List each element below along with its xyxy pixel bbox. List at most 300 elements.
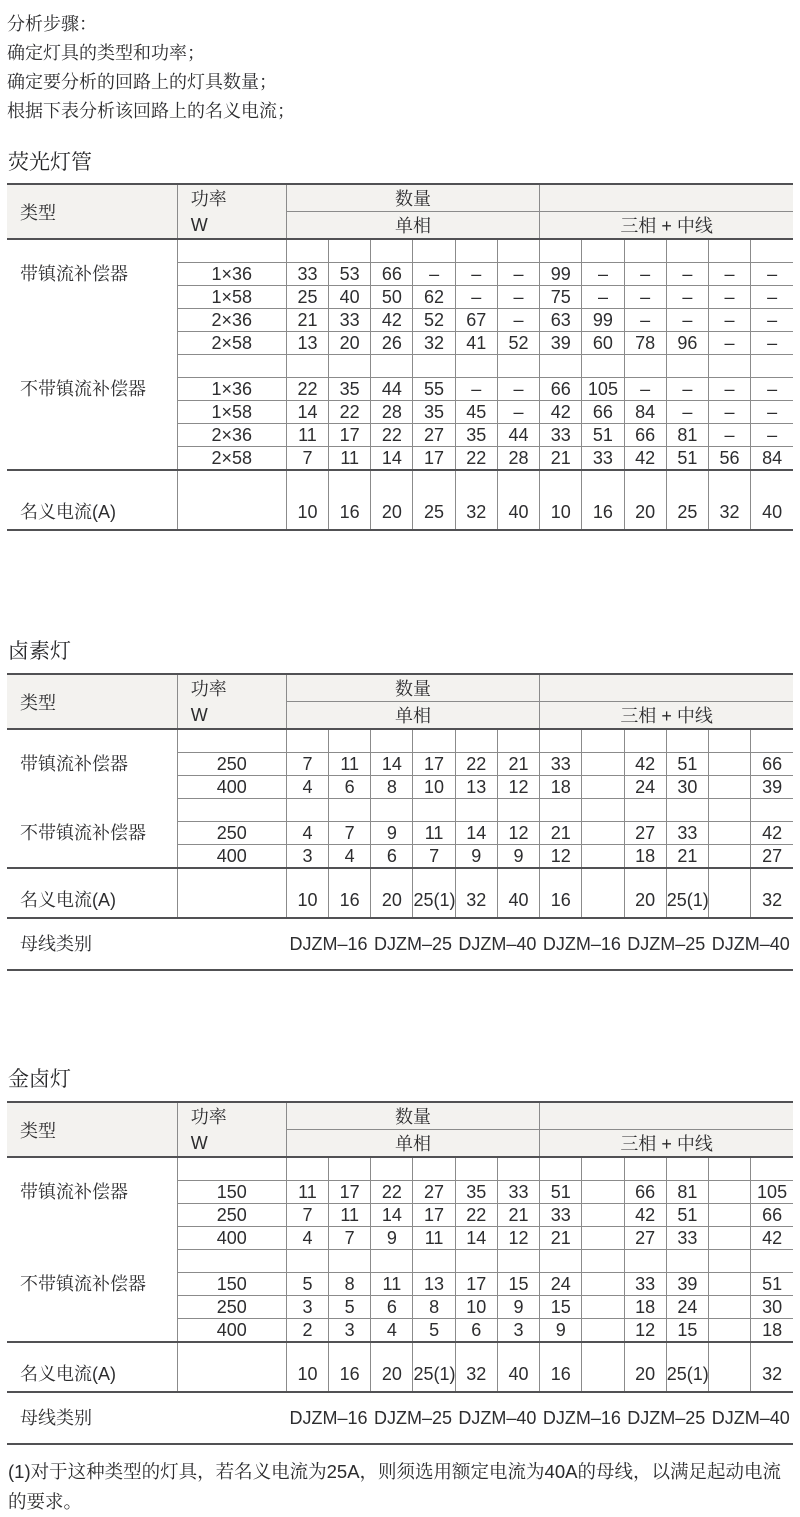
quantity-cell: –	[497, 309, 539, 332]
nominal-value-cell: 16	[540, 868, 582, 918]
busbar-row	[7, 1392, 793, 1444]
quantity-cell: –	[751, 424, 793, 447]
nominal-value-cell: 40	[497, 1342, 539, 1392]
nominal-value-cell: 40	[497, 868, 539, 918]
quantity-cell	[582, 1273, 624, 1296]
spacer-row	[7, 239, 793, 263]
spacer-cell	[751, 1250, 793, 1273]
quantity-cell: 66	[751, 1204, 793, 1227]
spacer-row	[7, 729, 793, 753]
nominal-value-cell: 10	[286, 470, 328, 530]
quantity-cell	[582, 822, 624, 845]
spacer-cell	[497, 355, 539, 378]
quantity-cell: 35	[413, 401, 455, 424]
quantity-cell: 44	[371, 378, 413, 401]
quantity-cell: 21	[286, 309, 328, 332]
type-header: 类型	[7, 674, 177, 729]
quantity-header-blank	[540, 1102, 793, 1130]
table-body	[7, 239, 793, 530]
power-cell: 150	[177, 1273, 286, 1296]
quantity-cell: 42	[751, 1227, 793, 1250]
fluorescent-table	[7, 183, 793, 531]
spacer-cell	[7, 799, 177, 822]
power-cell: 1×36	[177, 378, 286, 401]
nominal-value-cell: 10	[286, 868, 328, 918]
spacer-cell	[413, 1157, 455, 1181]
spacer-cell	[708, 239, 750, 263]
quantity-cell: 42	[624, 1204, 666, 1227]
intro-line-2: 确定灯具的类型和功率；	[7, 43, 205, 63]
section-label-cell: 不带镇流补偿器	[20, 378, 146, 399]
spacer-cell	[497, 799, 539, 822]
table-body	[7, 729, 793, 970]
nominal-value-cell: 40	[497, 470, 539, 530]
intro-line-3: 确定要分析的回路上的灯具数量；	[7, 72, 277, 92]
quantity-cell: 14	[455, 1227, 497, 1250]
quantity-cell: 8	[371, 776, 413, 799]
spacer-cell	[624, 239, 666, 263]
quantity-cell: 7	[413, 845, 455, 869]
power-header	[177, 674, 286, 729]
nominal-value-cell: 20	[371, 868, 413, 918]
analysis-steps	[7, 10, 793, 126]
spacer-cell	[666, 355, 708, 378]
quantity-cell: 41	[455, 332, 497, 355]
nominal-value-cell: 25(1)	[413, 1342, 455, 1392]
quantity-cell	[582, 1181, 624, 1204]
nominal-value-cell: 20	[624, 1342, 666, 1392]
nominal-value-cell: 25(1)	[666, 1342, 708, 1392]
quantity-cell: 21	[540, 447, 582, 471]
spacer-cell	[455, 1157, 497, 1181]
busbar-empty-cell	[177, 1392, 286, 1444]
nominal-value-cell: 25	[666, 470, 708, 530]
spacer-cell	[455, 1250, 497, 1273]
quantity-cell: 27	[624, 822, 666, 845]
quantity-cell: –	[708, 263, 750, 286]
spacer-cell	[666, 1250, 708, 1273]
quantity-cell: 27	[413, 424, 455, 447]
quantity-cell: –	[751, 263, 793, 286]
quantity-cell: –	[666, 263, 708, 286]
quantity-cell: 3	[286, 845, 328, 869]
section-title-metal-halide: 金卤灯	[8, 1068, 71, 1091]
quantity-cell: 17	[329, 424, 371, 447]
quantity-cell: –	[455, 378, 497, 401]
quantity-cell: 21	[497, 1204, 539, 1227]
quantity-cell	[708, 776, 750, 799]
quantity-cell: 18	[540, 776, 582, 799]
quantity-cell: 33	[582, 447, 624, 471]
busbar-value-cell: DJZM–40	[455, 1392, 539, 1444]
busbar-label-cell: 母线类别	[7, 1392, 177, 1444]
nominal-power-cell	[177, 1342, 286, 1392]
spacer-cell	[371, 1157, 413, 1181]
quantity-cell: 51	[666, 1204, 708, 1227]
spacer-cell	[497, 1157, 539, 1181]
quantity-cell: 9	[540, 1319, 582, 1343]
spacer-cell	[582, 1157, 624, 1181]
spacer-cell	[413, 239, 455, 263]
power-cell: 400	[177, 1319, 286, 1343]
quantity-cell: 11	[329, 753, 371, 776]
spacer-cell	[371, 239, 413, 263]
table-row	[7, 263, 793, 286]
power-cell: 1×58	[177, 401, 286, 424]
table-row	[7, 753, 793, 776]
spacer-cell	[708, 355, 750, 378]
quantity-cell: 4	[286, 822, 328, 845]
spacer-cell	[497, 729, 539, 753]
spacer-cell	[540, 355, 582, 378]
busbar-value-cell: DJZM–25	[624, 1392, 708, 1444]
quantity-cell	[582, 1204, 624, 1227]
spacer-cell	[177, 1250, 286, 1273]
quantity-cell: 14	[455, 822, 497, 845]
spacer-cell	[177, 1157, 286, 1181]
busbar-value-cell: DJZM–25	[371, 1392, 455, 1444]
nominal-value-cell: 20	[624, 868, 666, 918]
quantity-cell: 39	[540, 332, 582, 355]
quantity-cell: 66	[624, 424, 666, 447]
quantity-cell: 4	[286, 1227, 328, 1250]
quantity-cell: 105	[582, 378, 624, 401]
nominal-value-cell: 32	[455, 1342, 497, 1392]
section-label-cell: 不带镇流补偿器	[20, 1273, 146, 1294]
quantity-cell: 13	[413, 1273, 455, 1296]
quantity-cell: 22	[329, 401, 371, 424]
quantity-cell: 35	[329, 378, 371, 401]
quantity-cell: 12	[497, 776, 539, 799]
nominal-value-cell: 20	[371, 1342, 413, 1392]
spacer-cell	[286, 1250, 328, 1273]
quantity-cell: 4	[371, 1319, 413, 1343]
quantity-cell: 24	[540, 1273, 582, 1296]
type-header: 类型	[7, 1102, 177, 1157]
quantity-header: 数量	[286, 1102, 539, 1130]
power-header-label: 功率	[190, 678, 227, 699]
power-cell: 250	[177, 1204, 286, 1227]
three-phase-header: 三相 + 中线	[540, 702, 793, 730]
quantity-cell: 11	[286, 424, 328, 447]
nominal-value-cell: 10	[286, 1342, 328, 1392]
spacer-cell	[624, 1157, 666, 1181]
section-title-halogen: 卤素灯	[8, 640, 71, 663]
quantity-cell: 52	[497, 332, 539, 355]
quantity-cell: 25	[286, 286, 328, 309]
quantity-cell: 22	[455, 753, 497, 776]
spacer-cell	[7, 1157, 177, 1181]
quantity-cell: 11	[413, 1227, 455, 1250]
spacer-cell	[666, 1157, 708, 1181]
section-label-cell: 不带镇流补偿器	[20, 822, 146, 843]
quantity-cell: –	[624, 263, 666, 286]
quantity-cell: 5	[413, 1319, 455, 1343]
quantity-header-blank	[540, 184, 793, 212]
three-phase-header: 三相 + 中线	[540, 1130, 793, 1158]
power-cell: 2×58	[177, 447, 286, 471]
table-header	[7, 184, 793, 239]
quantity-cell: 32	[413, 332, 455, 355]
quantity-cell: 81	[666, 1181, 708, 1204]
quantity-cell: –	[666, 309, 708, 332]
quantity-cell: 3	[497, 1319, 539, 1343]
quantity-cell: 53	[329, 263, 371, 286]
nominal-value-cell: 16	[329, 470, 371, 530]
quantity-cell: –	[497, 286, 539, 309]
quantity-cell: 21	[497, 753, 539, 776]
quantity-cell: 14	[371, 753, 413, 776]
spacer-cell	[329, 729, 371, 753]
nominal-current-row	[7, 868, 793, 918]
quantity-cell: 5	[286, 1273, 328, 1296]
quantity-cell: –	[708, 401, 750, 424]
footnote: (1)对于这种类型的灯具，若名义电流为25A，则须选用额定电流为40A的母线，以满足起动电流的要求。	[8, 1461, 781, 1512]
quantity-cell: 33	[540, 424, 582, 447]
power-header-unit: W	[190, 1132, 208, 1153]
quantity-cell: 2	[286, 1319, 328, 1343]
spacer-cell	[751, 729, 793, 753]
quantity-cell: 33	[540, 1204, 582, 1227]
busbar-row	[7, 918, 793, 970]
spacer-cell	[177, 729, 286, 753]
nominal-value-cell	[582, 1342, 624, 1392]
power-header	[177, 1102, 286, 1157]
nominal-power-cell	[177, 868, 286, 918]
spacer-cell	[413, 1250, 455, 1273]
quantity-cell: 17	[413, 1204, 455, 1227]
quantity-cell	[708, 1319, 750, 1343]
quantity-cell: 27	[751, 845, 793, 869]
quantity-cell: 14	[286, 401, 328, 424]
nominal-value-cell	[708, 1342, 750, 1392]
quantity-cell	[582, 845, 624, 869]
quantity-cell: –	[666, 401, 708, 424]
quantity-cell: 42	[624, 753, 666, 776]
quantity-cell: 10	[455, 1296, 497, 1319]
quantity-cell: 62	[413, 286, 455, 309]
quantity-cell: 22	[371, 1181, 413, 1204]
power-header-label: 功率	[190, 188, 227, 209]
quantity-cell: 12	[497, 1227, 539, 1250]
quantity-cell: 15	[666, 1319, 708, 1343]
spacer-cell	[329, 799, 371, 822]
quantity-cell: 6	[371, 845, 413, 869]
quantity-cell: 13	[286, 332, 328, 355]
quantity-cell	[708, 822, 750, 845]
quantity-cell: 22	[455, 447, 497, 471]
quantity-cell: 28	[497, 447, 539, 471]
busbar-value-cell: DJZM–40	[455, 918, 539, 970]
busbar-value-cell: DJZM–16	[540, 918, 624, 970]
quantity-cell: 6	[455, 1319, 497, 1343]
spacer-cell	[708, 729, 750, 753]
quantity-cell: 14	[371, 447, 413, 471]
quantity-cell: 35	[455, 1181, 497, 1204]
single-phase-header: 单相	[286, 212, 539, 240]
quantity-cell: 52	[413, 309, 455, 332]
spacer-cell	[329, 355, 371, 378]
header-row-1	[7, 1102, 793, 1130]
nominal-value-cell: 10	[540, 470, 582, 530]
quantity-cell: 12	[624, 1319, 666, 1343]
quantity-cell: 66	[624, 1181, 666, 1204]
quantity-cell: –	[455, 263, 497, 286]
metal-halide-table	[7, 1101, 793, 1445]
quantity-cell: 11	[329, 447, 371, 471]
quantity-cell: 50	[371, 286, 413, 309]
halogen-table	[7, 673, 793, 971]
nominal-value-cell	[708, 868, 750, 918]
spacer-cell	[666, 799, 708, 822]
quantity-cell: 30	[751, 1296, 793, 1319]
quantity-cell: 3	[329, 1319, 371, 1343]
quantity-cell: 6	[329, 776, 371, 799]
quantity-cell: 99	[582, 309, 624, 332]
spacer-row	[7, 1250, 793, 1273]
spacer-row	[7, 799, 793, 822]
quantity-cell: 17	[413, 753, 455, 776]
nominal-value-cell: 20	[624, 470, 666, 530]
quantity-cell: 9	[371, 1227, 413, 1250]
spacer-cell	[7, 239, 177, 263]
spacer-cell	[582, 355, 624, 378]
spacer-cell	[286, 1157, 328, 1181]
quantity-cell: –	[582, 263, 624, 286]
quantity-cell: 21	[666, 845, 708, 869]
quantity-cell: 67	[455, 309, 497, 332]
spacer-cell	[540, 239, 582, 263]
quantity-cell: 5	[329, 1296, 371, 1319]
quantity-cell: 66	[371, 263, 413, 286]
quantity-cell: 11	[371, 1273, 413, 1296]
busbar-value-cell: DJZM–40	[708, 918, 793, 970]
quantity-cell	[582, 1296, 624, 1319]
power-header-unit: W	[190, 704, 208, 725]
nominal-value-cell: 16	[540, 1342, 582, 1392]
quantity-cell: 6	[371, 1296, 413, 1319]
spacer-cell	[7, 355, 177, 378]
spacer-cell	[455, 355, 497, 378]
spacer-cell	[540, 729, 582, 753]
spacer-cell	[286, 355, 328, 378]
spacer-cell	[751, 355, 793, 378]
quantity-cell: 15	[540, 1296, 582, 1319]
quantity-cell: –	[624, 378, 666, 401]
busbar-empty-cell	[177, 918, 286, 970]
nominal-power-cell	[177, 470, 286, 530]
spacer-cell	[329, 1250, 371, 1273]
quantity-cell: 9	[497, 1296, 539, 1319]
spacer-cell	[329, 1157, 371, 1181]
quantity-cell: 40	[329, 286, 371, 309]
spacer-cell	[286, 729, 328, 753]
busbar-value-cell: DJZM–40	[708, 1392, 793, 1444]
quantity-cell: 42	[371, 309, 413, 332]
power-header-label: 功率	[190, 1106, 227, 1127]
spacer-cell	[624, 355, 666, 378]
quantity-cell: 22	[286, 378, 328, 401]
quantity-cell: 55	[413, 378, 455, 401]
quantity-cell: 22	[455, 1204, 497, 1227]
quantity-cell: 18	[751, 1319, 793, 1343]
quantity-cell	[582, 1319, 624, 1343]
quantity-cell: 12	[540, 845, 582, 869]
nominal-value-cell: 16	[329, 868, 371, 918]
power-cell: 400	[177, 776, 286, 799]
spacer-cell	[413, 729, 455, 753]
spacer-cell	[582, 729, 624, 753]
spacer-cell	[708, 1250, 750, 1273]
quantity-cell: 24	[624, 776, 666, 799]
quantity-cell	[582, 776, 624, 799]
power-cell: 2×36	[177, 424, 286, 447]
header-row-1	[7, 184, 793, 212]
power-header	[177, 184, 286, 239]
quantity-cell: –	[624, 309, 666, 332]
quantity-cell: 27	[413, 1181, 455, 1204]
quantity-cell	[582, 753, 624, 776]
quantity-cell: 20	[329, 332, 371, 355]
spacer-cell	[497, 1250, 539, 1273]
busbar-value-cell: DJZM–25	[371, 918, 455, 970]
three-phase-header: 三相 + 中线	[540, 212, 793, 240]
quantity-cell: 51	[666, 753, 708, 776]
quantity-cell: 66	[751, 753, 793, 776]
spacer-row	[7, 1157, 793, 1181]
spacer-cell	[286, 239, 328, 263]
nominal-value-cell: 32	[708, 470, 750, 530]
spacer-cell	[413, 799, 455, 822]
quantity-cell: 15	[497, 1273, 539, 1296]
quantity-cell: –	[708, 286, 750, 309]
quantity-cell: 35	[455, 424, 497, 447]
quantity-header-blank	[540, 674, 793, 702]
quantity-cell: –	[708, 332, 750, 355]
nominal-label-cell: 名义电流(A)	[7, 1342, 177, 1392]
quantity-cell: 11	[329, 1204, 371, 1227]
spacer-cell	[371, 1250, 413, 1273]
spacer-cell	[177, 239, 286, 263]
quantity-cell: 18	[624, 1296, 666, 1319]
nominal-value-cell: 32	[455, 470, 497, 530]
busbar-label-cell: 母线类别	[7, 918, 177, 970]
quantity-cell: 26	[371, 332, 413, 355]
quantity-cell: 21	[540, 1227, 582, 1250]
header-row-1	[7, 674, 793, 702]
quantity-cell: 33	[624, 1273, 666, 1296]
quantity-cell: 8	[329, 1273, 371, 1296]
table-header	[7, 674, 793, 729]
spacer-cell	[708, 799, 750, 822]
quantity-cell	[708, 1273, 750, 1296]
spacer-cell	[582, 1250, 624, 1273]
nominal-current-row	[7, 1342, 793, 1392]
quantity-cell	[708, 753, 750, 776]
spacer-cell	[7, 1250, 177, 1273]
quantity-cell: 11	[286, 1181, 328, 1204]
type-header: 类型	[7, 184, 177, 239]
quantity-cell: 63	[540, 309, 582, 332]
quantity-cell: –	[751, 332, 793, 355]
quantity-cell: 7	[286, 447, 328, 471]
quantity-cell: 42	[540, 401, 582, 424]
quantity-cell	[708, 1227, 750, 1250]
quantity-cell: 66	[540, 378, 582, 401]
spacer-cell	[540, 799, 582, 822]
power-cell: 250	[177, 1296, 286, 1319]
quantity-cell: 75	[540, 286, 582, 309]
